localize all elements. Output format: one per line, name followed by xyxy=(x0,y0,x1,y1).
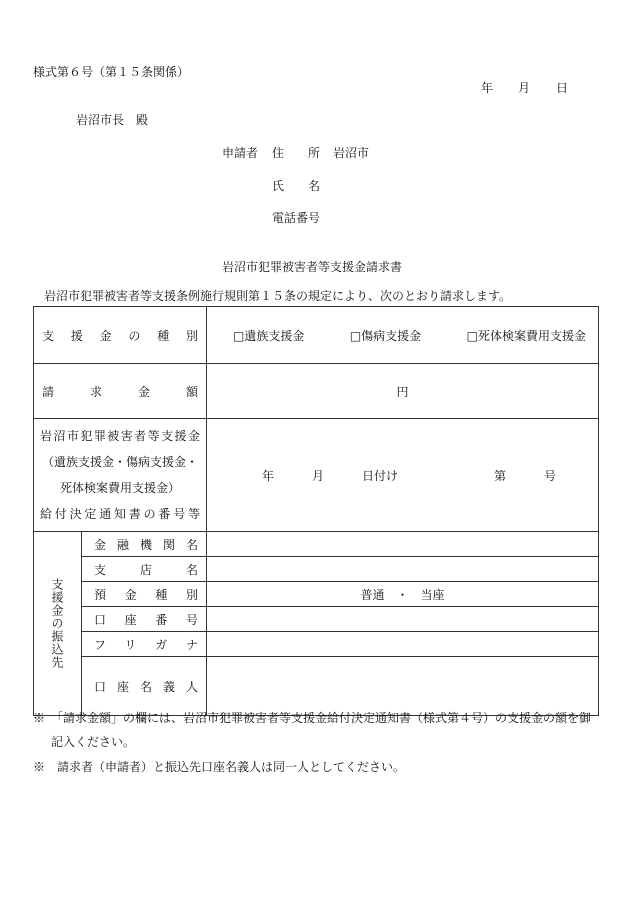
account-number-row xyxy=(34,607,599,632)
note-1-line-2: 記入ください。 xyxy=(51,735,136,749)
account-holder-field[interactable] xyxy=(207,657,599,716)
address-label: 住 所 xyxy=(272,146,321,160)
account-holder-row xyxy=(34,657,599,716)
phone-label: 電話番号 xyxy=(272,211,321,225)
bank-row xyxy=(34,532,599,557)
deposit-type-label: 預金種別 xyxy=(82,582,207,607)
applicant-role: 申請者 xyxy=(222,146,259,160)
decision-line-4: 給付決定通知書の番号等 xyxy=(40,507,201,521)
decision-day-suffix: 日付け xyxy=(361,468,398,483)
intro-text: 岩沼市犯罪被害者等支援条例施行規則第１５条の規定により、次のとおり請求します。 xyxy=(44,289,512,303)
decision-line-2: （遺族支援金・傷病支援金・ xyxy=(42,455,199,469)
bank-label: 金融機関名 xyxy=(82,532,207,557)
note-2: ※ 請求者（申請者）と振込先口座名義人は同一人としてください。 xyxy=(33,760,406,774)
furigana-field[interactable] xyxy=(207,632,599,657)
date-year-label: 年 xyxy=(481,81,494,95)
address-value: 岩沼市 xyxy=(333,146,370,160)
addressee: 岩沼市長 殿 xyxy=(76,113,149,127)
option-autopsy-checkbox[interactable]: □死体検案費用支援金 xyxy=(466,328,587,343)
decision-number-suffix: 号 xyxy=(543,468,556,483)
decision-number-prefix: 第 xyxy=(493,468,506,483)
amount-field[interactable] xyxy=(207,364,599,419)
deposit-type-value: 普通 ・ 当座 xyxy=(360,587,445,602)
furigana-row xyxy=(34,632,599,657)
account-number-label: 口座番号 xyxy=(82,607,207,632)
type-row xyxy=(34,307,599,364)
date-day-label: 日 xyxy=(556,81,569,95)
amount-row xyxy=(34,364,599,419)
account-number-field[interactable] xyxy=(207,607,599,632)
decision-line-3: 死体検案費用支援金） xyxy=(60,481,181,495)
name-label: 氏 名 xyxy=(272,179,321,193)
form-number: 様式第６号（第１５条関係） xyxy=(33,65,190,79)
transfer-header-cell xyxy=(34,532,82,716)
deposit-type-row xyxy=(34,582,599,607)
option-bereaved-checkbox[interactable]: □遺族支援金 xyxy=(233,328,305,343)
furigana-label: フリガナ xyxy=(82,632,207,657)
branch-label: 支店名 xyxy=(82,557,207,582)
deposit-type-field[interactable] xyxy=(207,582,599,607)
decision-row xyxy=(34,419,599,532)
decision-field[interactable] xyxy=(207,419,599,532)
branch-field[interactable] xyxy=(207,557,599,582)
type-options-cell xyxy=(207,307,599,364)
type-label: 支援金の種別 xyxy=(34,307,207,364)
decision-line-1: 岩沼市犯罪被害者等支援金 xyxy=(40,429,201,443)
decision-year: 年 xyxy=(262,468,275,483)
document-title: 岩沼市犯罪被害者等支援金請求書 xyxy=(222,260,403,274)
amount-label: 請求金額 xyxy=(34,364,207,419)
decision-month: 月 xyxy=(312,468,325,483)
note-1-line-1: ※ 「請求金額」の欄には、岩沼市犯罪被害者等支援金給付決定通知書（様式第４号）の支援金の額を御 xyxy=(33,711,592,725)
decision-label xyxy=(34,419,207,532)
amount-unit: 円 xyxy=(396,384,409,399)
date-month-label: 月 xyxy=(518,81,531,95)
transfer-header: 支援金の振込先 xyxy=(50,578,64,669)
request-form-table xyxy=(33,306,599,716)
branch-row xyxy=(34,557,599,582)
option-injury-checkbox[interactable]: □傷病支援金 xyxy=(349,328,422,343)
bank-field[interactable] xyxy=(207,532,599,557)
account-holder-label: 口座名義人 xyxy=(82,657,207,716)
